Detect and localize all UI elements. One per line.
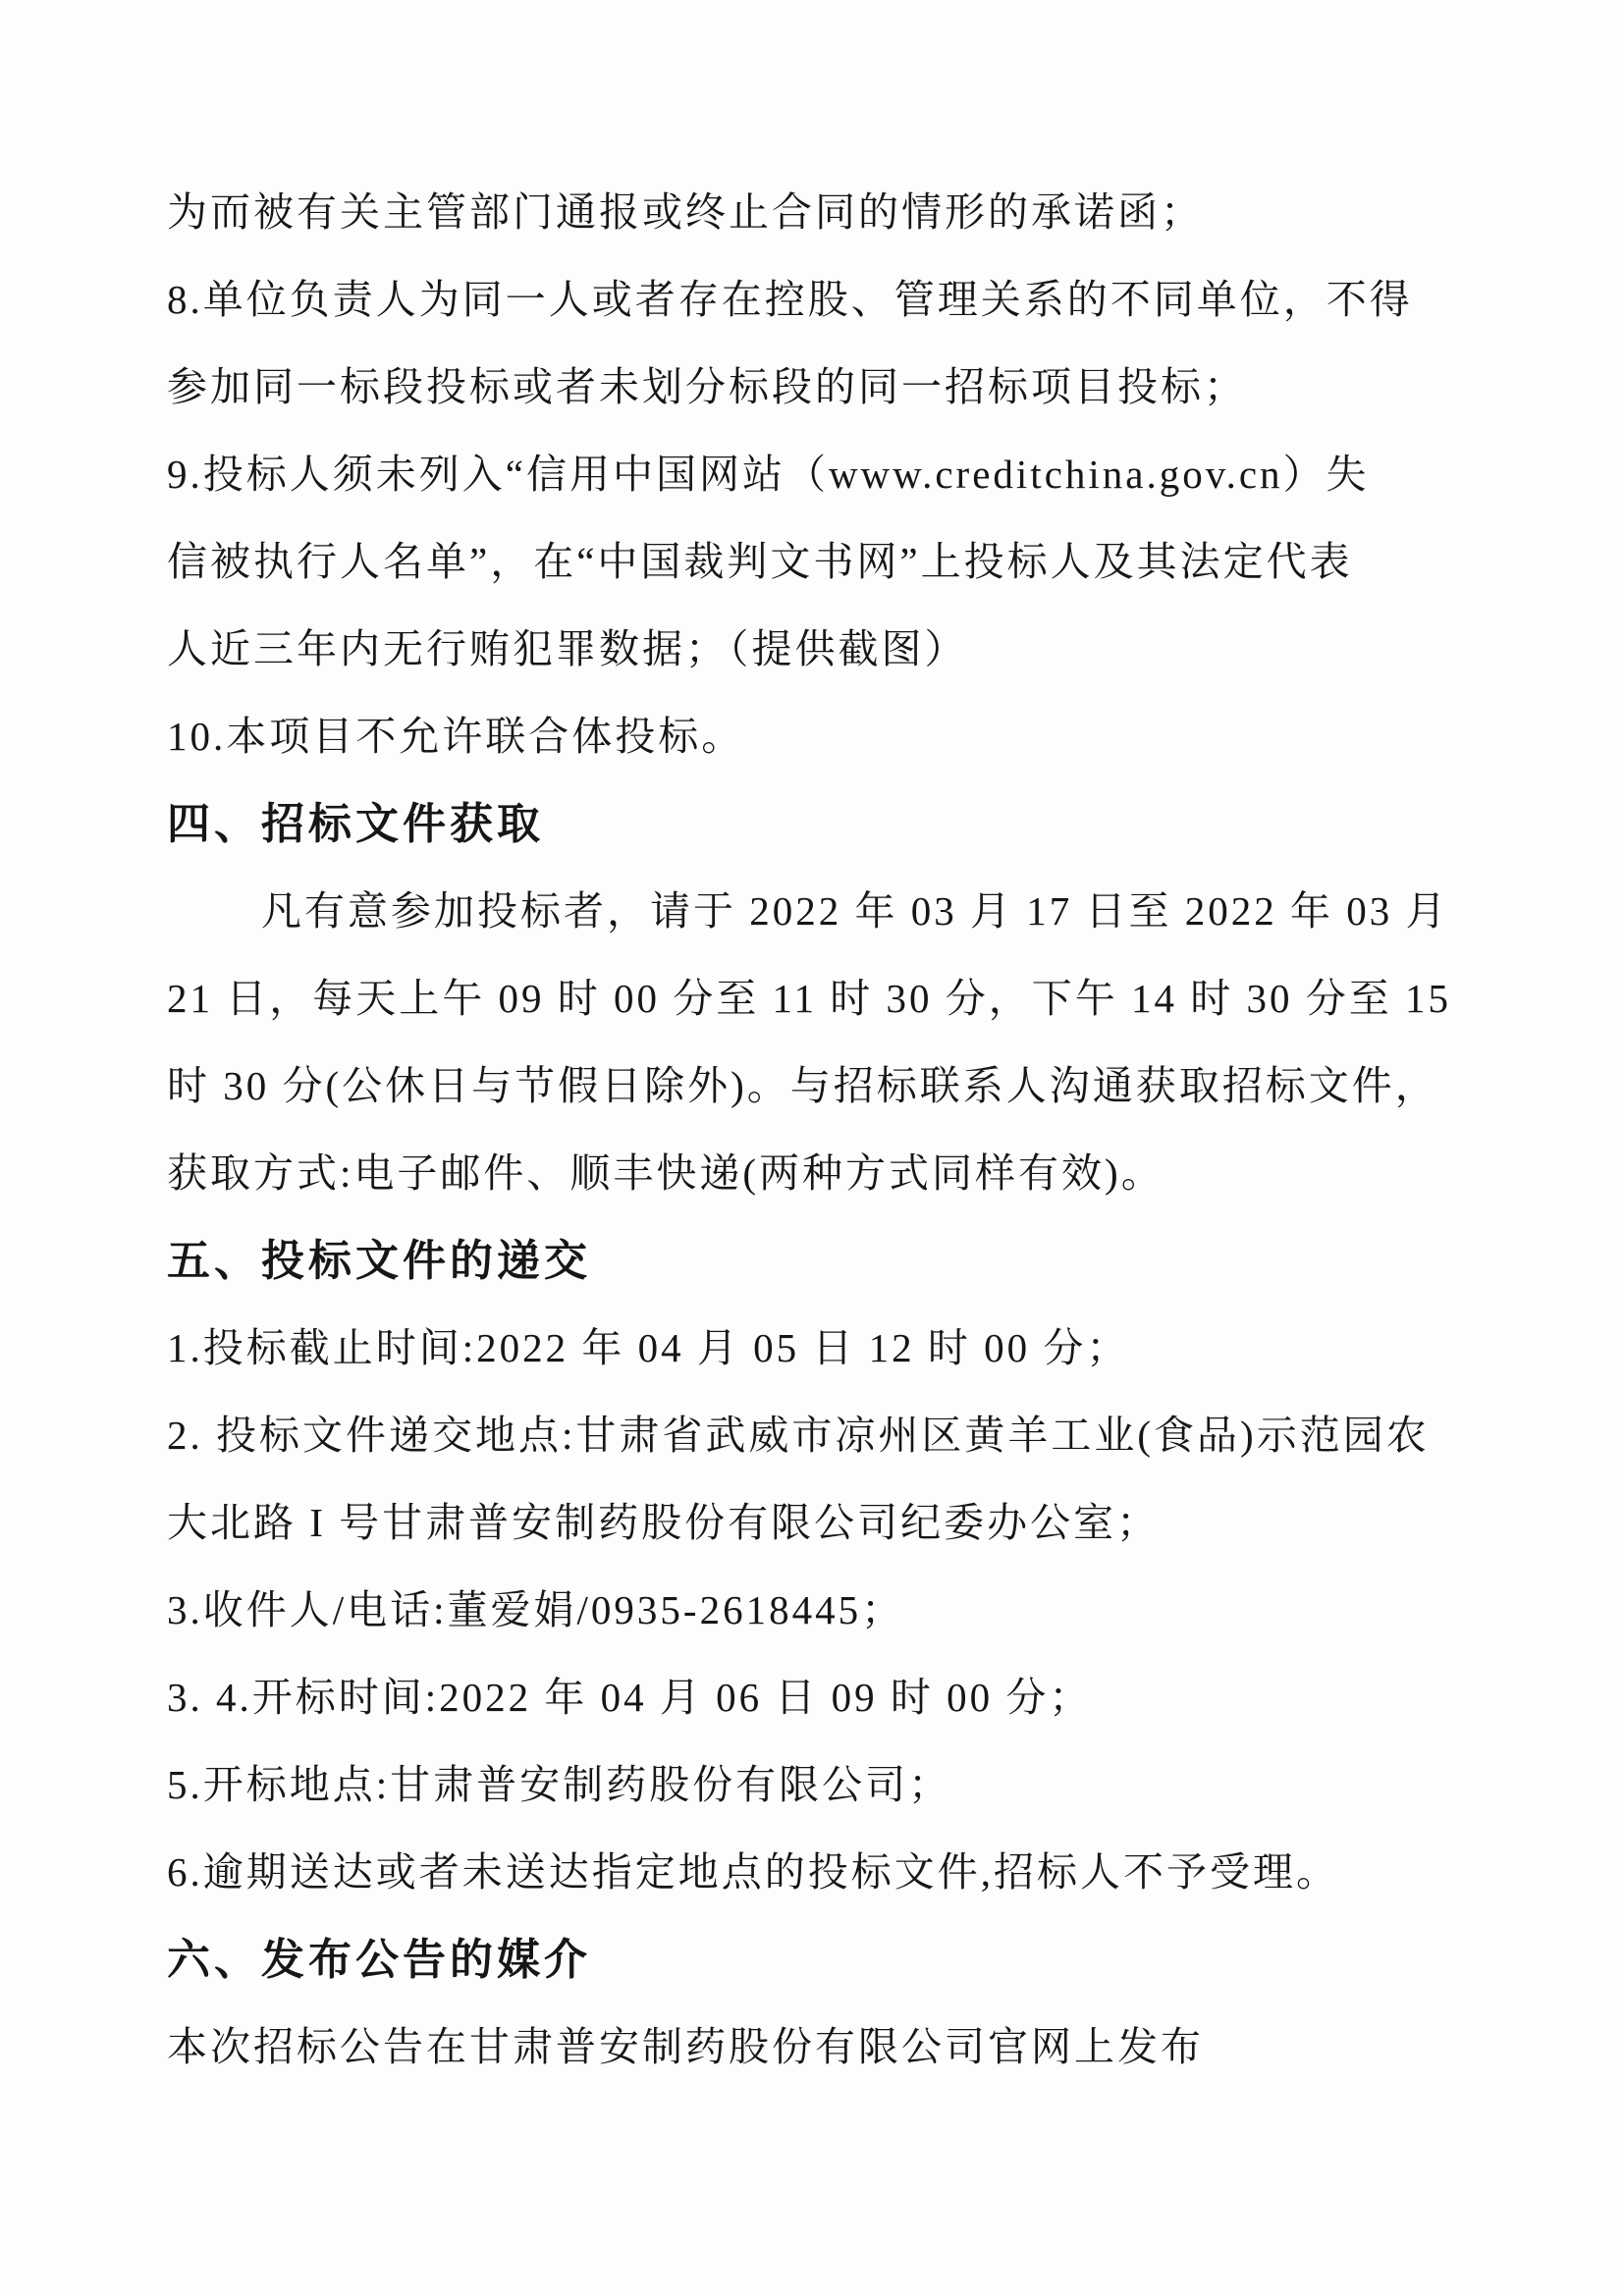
doc-line-item-10: 10.本项目不允许联合体投标。 [167, 714, 745, 759]
doc-line-submit-address-cont: 大北路 I 号甘肃普安制药股份有限公司纪委办公室； [167, 1500, 1161, 1545]
section-heading-5: 五、投标文件的递交 [167, 1237, 591, 1285]
doc-line-item-8-cont: 参加同一标段投标或者未划分标段的同一招标项目投标； [167, 364, 1247, 409]
doc-line-deadline: 1.投标截止时间:2022 年 04 月 05 日 12 时 00 分； [167, 1325, 1130, 1370]
doc-line-late-delivery: 6.逾期送达或者未送达指定地点的投标文件,招标人不予受理。 [167, 1849, 1339, 1895]
doc-line-recipient-phone: 3.收件人/电话:董爱娟/0935-2618445； [167, 1587, 905, 1632]
doc-line-open-time: 3. 4.开标时间:2022 年 04 月 06 日 09 时 00 分； [167, 1675, 1093, 1720]
doc-line-obtain-method: 获取方式:电子邮件、顺丰快递(两种方式同样有效)。 [167, 1150, 1164, 1196]
doc-line-continuation: 为而被有关主管部门通报或终止合同的情形的承诺函； [167, 189, 1204, 235]
doc-line-publish-media: 本次招标公告在甘肃普安制药股份有限公司官网上发布 [167, 2024, 1204, 2069]
doc-line-obtain-docs-cont: 21 日，每天上午 09 时 00 分至 11 时 30 分，下午 14 时 30 分至 15 [167, 976, 1451, 1021]
doc-line-item-8: 8.单位负责人为同一人或者存在控股、管理关系的不同单位，不得 [167, 277, 1413, 322]
doc-line-item-9-cont: 信被执行人名单”，在“中国裁判文书网”上投标人及其法定代表 [167, 539, 1353, 584]
doc-line-submit-address: 2. 投标文件递交地点:甘肃省武威市凉州区黄羊工业(食品)示范园农 [167, 1413, 1430, 1458]
doc-line-obtain-docs-cont2: 时 30 分(公休日与节假日除外)。与招标联系人沟通获取招标文件， [167, 1063, 1438, 1108]
section-heading-6: 六、发布公告的媒介 [167, 1936, 591, 1984]
doc-line-obtain-docs: 凡有意参加投标者，请于 2022 年 03 月 17 日至 2022 年 03 月 [261, 888, 1449, 934]
section-heading-4: 四、招标文件获取 [167, 800, 544, 848]
doc-line-item-9: 9.投标人须未列入“信用中国网站（www.creditchina.gov.cn）失 [167, 452, 1370, 497]
doc-line-open-place: 5.开标地点:甘肃普安制药股份有限公司； [167, 1762, 952, 1807]
doc-line-item-9-cont2: 人近三年内无行贿犯罪数据；（提供截图） [167, 626, 968, 671]
